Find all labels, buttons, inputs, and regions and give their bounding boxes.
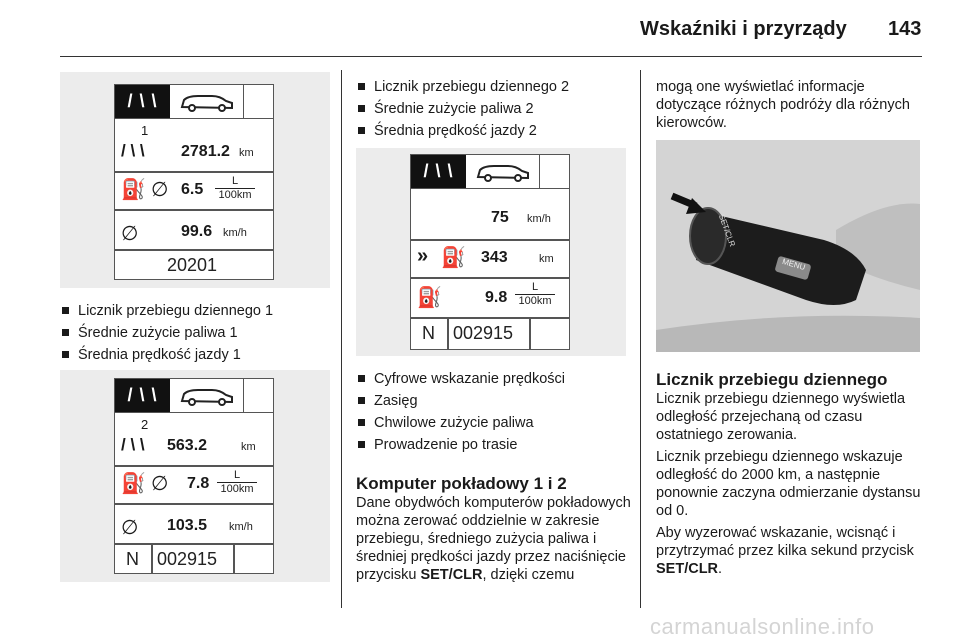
avg-speed-unit: km/h xyxy=(223,227,247,239)
fuel-pump-icon: ⛽ xyxy=(441,247,466,269)
trip-distance-value: 2781.2 xyxy=(181,143,230,160)
digital-speed-value: 75 xyxy=(491,209,509,226)
average-icon: ∅ xyxy=(151,473,169,495)
set-clr-button-label: SET/CLR xyxy=(716,213,737,248)
trip-distance-unit: km xyxy=(241,441,256,453)
list-trip-1 xyxy=(60,302,330,368)
trip-distance-unit: km xyxy=(239,147,254,159)
steering-lever-photo xyxy=(656,140,920,352)
list-item: Licznik przebiegu dziennego 1 xyxy=(60,302,330,320)
average-icon: ∅ xyxy=(121,223,139,245)
trip-computer-2-figure xyxy=(60,370,330,582)
average-icon: ∅ xyxy=(151,179,169,201)
avg-speed-unit: km/h xyxy=(229,521,253,533)
average-icon: ∅ xyxy=(121,517,139,539)
section-trip-odometer xyxy=(656,370,922,582)
column-divider-1 xyxy=(341,70,342,608)
avg-fuel-unit: $\frac{L}{100km}$ xyxy=(217,469,257,495)
gear-indicator: N xyxy=(126,549,139,569)
odometer-value: 002915 xyxy=(453,323,514,343)
column-3-intro xyxy=(656,78,922,136)
menu-button-label: MENU xyxy=(781,256,807,273)
section-heading: Licznik przebiegu dziennego xyxy=(656,370,888,389)
list-item: Prowadzenie po trasie xyxy=(356,436,634,454)
display-tabs xyxy=(115,379,273,413)
trip-tab-icon: / \ \ xyxy=(411,155,466,188)
trip-distance-value: 563.2 xyxy=(167,437,208,454)
trip-icon: / \ \ xyxy=(121,141,145,160)
list-item: Średnia prędkość jazdy 2 xyxy=(356,122,634,140)
trip-index: 2 xyxy=(141,417,149,432)
list-item: Chwilowe zużycie paliwa xyxy=(356,414,634,432)
paragraph: Licznik przebiegu dziennego wyświetla odległość przejechaną od czasu ostatniego zerowania. xyxy=(656,391,906,443)
digital-speed-figure xyxy=(356,148,626,356)
car-tab-icon xyxy=(170,379,244,412)
trip-tab-icon: / \ \ xyxy=(115,85,170,118)
display-screen xyxy=(114,378,274,574)
header-rule xyxy=(60,56,922,57)
list-item: Licznik przebiegu dziennego 2 xyxy=(356,78,634,96)
section-trip-computer xyxy=(356,474,634,588)
range-arrow-icon: » xyxy=(417,245,429,267)
list-item: Zasięg xyxy=(356,392,634,410)
list-trip-2 xyxy=(356,78,634,144)
list-item: Średnie zużycie paliwa 2 xyxy=(356,100,634,118)
intro-paragraph: mogą one wyświetlać informacje dotyczące różnych podróży dla różnych kierowców. xyxy=(656,79,910,131)
section-body: Dane obydwóch komputerów pokładowych można zerować oddzielnie w zakresie przebiegu, średniego zużycia paliwa i średniej prędkości jazdy przez naciśnięcie przycisku SET/CLR, dzięki czemu xyxy=(356,495,631,583)
odometer-value: 002915 xyxy=(157,549,218,569)
instant-fuel-value: 9.8 xyxy=(485,289,508,306)
section-heading: Komputer pokładowy 1 i 2 xyxy=(356,474,567,493)
display-screen xyxy=(114,84,274,280)
digital-speed-unit: km/h xyxy=(527,213,551,225)
range-unit: km xyxy=(539,253,554,265)
paragraph: Licznik przebiegu dziennego wskazuje odległość do 2000 km, a następnie ponownie zaczyna odmierzanie dystansu od 0. xyxy=(656,449,921,519)
watermark: carmanualsonline.info xyxy=(650,614,875,639)
fuel-pump-icon: ⛽ xyxy=(121,473,146,495)
odometer-value: 20201 xyxy=(167,255,218,275)
instant-fuel-unit: $\frac{L}{100km}$ xyxy=(515,281,555,307)
fuel-pump-icon: ⛽ xyxy=(417,287,442,309)
display-tabs xyxy=(115,85,273,119)
list-item: Cyfrowe wskazanie prędkości xyxy=(356,370,634,388)
display-tabs xyxy=(411,155,569,189)
avg-fuel-unit: $\frac{L}{100km}$ xyxy=(215,175,255,201)
range-value: 343 xyxy=(481,249,508,266)
column-divider-2 xyxy=(640,70,641,608)
page-number: 143 xyxy=(888,18,922,40)
avg-fuel-value: 7.8 xyxy=(187,475,210,492)
list-item: Średnie zużycie paliwa 1 xyxy=(60,324,330,342)
avg-speed-value: 103.5 xyxy=(167,517,208,534)
avg-fuel-value: 6.5 xyxy=(181,181,204,198)
trip-tab-icon: / \ \ xyxy=(115,379,170,412)
trip-index: 1 xyxy=(141,123,149,138)
gear-indicator: N xyxy=(422,323,435,343)
paragraph: Aby wyzerować wskazanie, wcisnąć i przytrzymać przez kilka sekund przycisk SET/CLR. xyxy=(656,525,914,577)
header-title: Wskaźniki i przyrządy xyxy=(640,18,847,40)
car-tab-icon xyxy=(466,155,540,188)
fuel-pump-icon: ⛽ xyxy=(121,179,146,201)
avg-speed-value: 99.6 xyxy=(181,223,213,240)
display-screen xyxy=(410,154,570,350)
trip-computer-1-figure xyxy=(60,72,330,288)
trip-icon: / \ \ xyxy=(121,435,145,454)
list-item: Średnia prędkość jazdy 1 xyxy=(60,346,330,364)
car-tab-icon xyxy=(170,85,244,118)
list-digital-display xyxy=(356,370,634,458)
